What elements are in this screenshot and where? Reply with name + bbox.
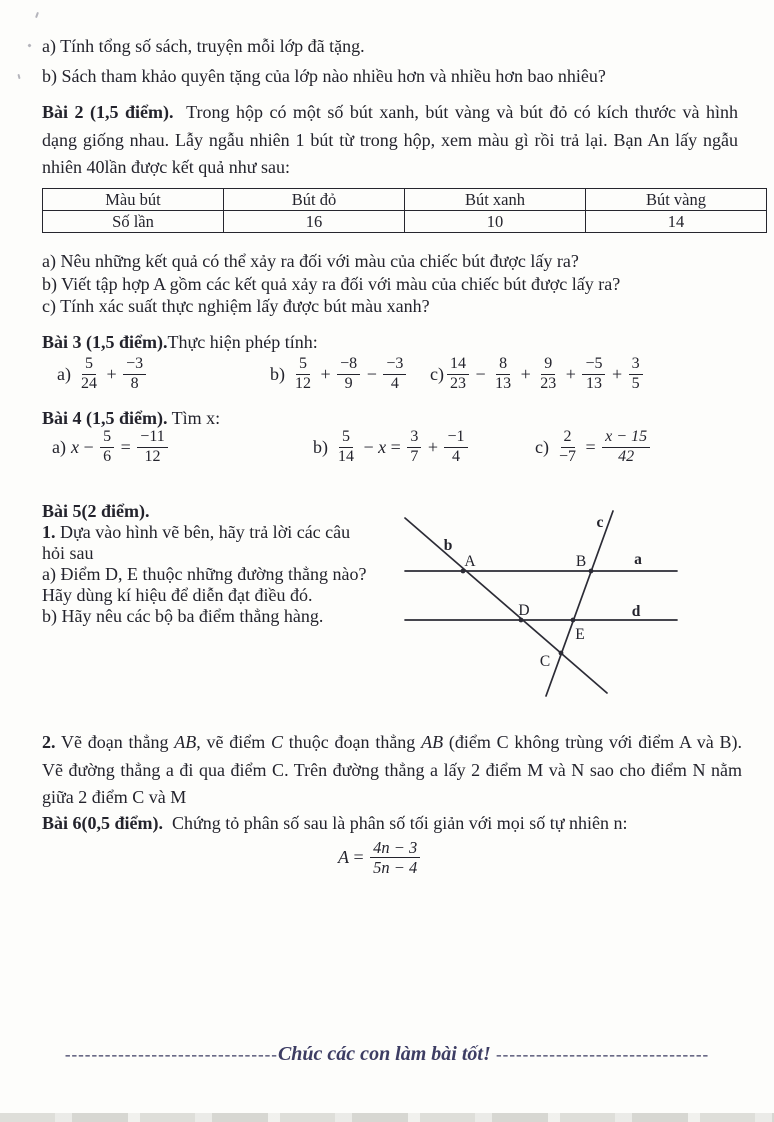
text-run: + bbox=[316, 363, 336, 384]
figure-label-B: B bbox=[575, 553, 587, 570]
fraction: $\frac{9}{23}$ bbox=[540, 355, 557, 392]
bai6-heading-rest: Chứng tỏ phân số sau là phân số tối giản với mọi số tự nhiên n: bbox=[163, 813, 628, 833]
text-run: − bbox=[359, 436, 379, 457]
item-label: a) bbox=[57, 363, 71, 384]
table-cell-but-vang: Bút vàng bbox=[586, 189, 767, 211]
section2-line-3 bbox=[42, 784, 742, 812]
section2-line-2 bbox=[42, 757, 742, 785]
fraction: $\frac{-5}{13}$ bbox=[582, 355, 605, 394]
bai5-line-2: hỏi sau bbox=[42, 543, 94, 563]
fraction: $\frac{3}{7}$ bbox=[407, 428, 421, 467]
bai4-heading-bold: Bài 4 (1,5 điểm). bbox=[42, 408, 168, 428]
figure-label-b: b bbox=[443, 537, 453, 554]
bai2-line-3 bbox=[42, 154, 738, 182]
item-label: c) bbox=[535, 436, 549, 457]
text-run: − bbox=[78, 436, 99, 457]
fraction: $\frac{-3}{4}$ bbox=[383, 355, 406, 394]
text-run: AB bbox=[421, 732, 444, 752]
text-run: + bbox=[516, 363, 536, 384]
fraction: $\frac{-8}{9}$ bbox=[337, 355, 360, 394]
scan-speck bbox=[17, 74, 20, 79]
text-run: + bbox=[561, 363, 581, 384]
fraction: $\frac{14}{23}$ bbox=[447, 355, 469, 394]
text-run: Bài 2 (1,5 điểm). bbox=[42, 102, 174, 122]
text-run: + bbox=[101, 363, 122, 384]
table-cell-count-red: 16 bbox=[224, 211, 405, 233]
figure-label-d: d bbox=[631, 603, 641, 620]
math-expression bbox=[71, 428, 170, 467]
figure-point-C bbox=[559, 651, 564, 656]
text-run: (điểm C không trùng với điểm A và B). bbox=[443, 732, 742, 752]
fraction: $\frac{5}{14}$ bbox=[338, 428, 354, 465]
table-cell-count-blue: 10 bbox=[405, 211, 586, 233]
table-cell-count-yellow: 14 bbox=[586, 211, 767, 233]
table-cell-so-lan: Số lần bbox=[43, 211, 224, 233]
fraction: $\frac{x - 15}{42}$ bbox=[602, 428, 650, 467]
bai4-expression-a bbox=[52, 428, 170, 467]
table-value-row bbox=[43, 211, 767, 233]
figure-label-A: A bbox=[464, 553, 476, 570]
text-run: giữa 2 điểm C và M bbox=[42, 787, 187, 807]
figure-label-D: D bbox=[518, 602, 530, 619]
figure-label-E: E bbox=[575, 626, 585, 643]
math-expression bbox=[554, 428, 652, 467]
scan-artifact-band bbox=[0, 1113, 774, 1122]
table-cell-but-xanh: Bút xanh bbox=[405, 189, 586, 211]
bai2-question-b: b) Viết tập hợp A gồm các kết quả xảy ra đối với màu của chiếc bút được lấy ra? bbox=[42, 273, 621, 294]
footer-message bbox=[0, 1043, 774, 1066]
bai6-heading-bold: Bài 6(0,5 điểm). bbox=[42, 813, 163, 833]
math-expression bbox=[338, 838, 422, 878]
fraction: $\frac{5}{24}$ bbox=[80, 355, 97, 392]
bai4-expression-b bbox=[313, 428, 470, 467]
bai2-paragraph bbox=[42, 99, 738, 182]
text-run: nhiên 40lần được kết quả như sau: bbox=[42, 157, 290, 177]
math-expression bbox=[76, 355, 148, 394]
footer-dashes-left: -------------------------------- bbox=[64, 1045, 278, 1064]
fraction: $\frac{2}{-7}$ bbox=[558, 428, 577, 465]
table-cell-mau-but: Màu bút bbox=[43, 189, 224, 211]
fraction: $\frac{-11}{12}$ bbox=[137, 428, 167, 467]
bai3-expression-a bbox=[57, 355, 148, 394]
bai4-heading bbox=[42, 408, 220, 429]
bai4-expression-c bbox=[535, 428, 652, 467]
bai5-block bbox=[42, 501, 410, 627]
text-run: = bbox=[349, 847, 369, 868]
text-run: = bbox=[116, 436, 136, 457]
fraction: $\frac{3}{5}$ bbox=[629, 355, 643, 394]
text-run: dạng giống nhau. Lẫy ngẫu nhiên 1 bút từ trong hộp, xem màu gì rồi trả lại. Bạn An lấy ngẫu bbox=[42, 129, 738, 150]
bai5-heading-bold: Bài 5(2 điểm). bbox=[42, 501, 150, 521]
scan-speck bbox=[35, 12, 39, 18]
text-run: + bbox=[423, 436, 443, 457]
bai5-heading bbox=[42, 501, 410, 522]
bai5-line-1 bbox=[42, 522, 410, 543]
text-run: = bbox=[581, 436, 601, 457]
item-label: b) bbox=[270, 363, 285, 384]
bai2-question-c: c) Tính xác suất thực nghiệm lấy được bút màu xanh? bbox=[42, 296, 430, 316]
figure-point-B bbox=[589, 569, 594, 574]
item-label: a) bbox=[52, 436, 66, 457]
section2-paragraph bbox=[42, 729, 742, 812]
bai1-question-a: a) Tính tổng số sách, truyện mỗi lớp đã tặng. bbox=[42, 36, 365, 56]
math-expression bbox=[290, 355, 408, 394]
bai5-question-a: a) Điểm D, E thuộc những đường thẳng nào? bbox=[42, 564, 367, 584]
footer-dashes-right: -------------------------------- bbox=[490, 1045, 710, 1064]
text-run: + bbox=[607, 363, 627, 384]
text-run: A bbox=[338, 847, 349, 868]
bai3-heading bbox=[42, 332, 318, 353]
text-run: AB bbox=[174, 732, 197, 752]
table-header-row bbox=[43, 189, 767, 211]
bai5-item-number: 1. bbox=[42, 522, 56, 542]
figure-label-a: a bbox=[634, 551, 642, 568]
bai5-line-4: Hãy dùng kí hiệu để diễn đạt điều đó. bbox=[42, 585, 313, 605]
geometry-figure bbox=[395, 503, 695, 708]
fraction: $\frac{5}{12}$ bbox=[295, 355, 311, 392]
figure-point-E bbox=[571, 618, 576, 623]
bai5-line-1-text: Dựa vào hình vẽ bên, hãy trả lời các câu bbox=[55, 522, 351, 542]
bai4-expressions bbox=[42, 428, 752, 478]
fraction: $\frac{5}{6}$ bbox=[100, 428, 114, 467]
text-run: , vẽ điểm bbox=[196, 732, 272, 752]
table-cell-but-do: Bút đỏ bbox=[224, 189, 405, 211]
figure-line-b bbox=[405, 518, 607, 693]
bai1-question-b: b) Sách tham khảo quyên tặng của lớp nào nhiều hơn và nhiều hơn bao nhiêu? bbox=[42, 66, 606, 86]
text-run: Trong hộp có một số bút xanh, bút vàng và bút đỏ có kích thước và hình bbox=[173, 102, 739, 122]
item-label: b) bbox=[313, 436, 328, 457]
bai3-expression-b bbox=[270, 355, 408, 394]
text-run: − bbox=[362, 363, 382, 384]
pen-color-results-table bbox=[42, 188, 767, 233]
footer-text: Chúc các con làm bài tốt! bbox=[277, 1043, 491, 1065]
text-run: C bbox=[271, 732, 284, 752]
text-run: Vẽ đoạn thẳng bbox=[55, 732, 175, 752]
math-expression bbox=[333, 428, 470, 467]
bai2-line-2 bbox=[42, 127, 738, 155]
item-label: c) bbox=[430, 363, 444, 384]
bai3-expression-c bbox=[430, 355, 645, 394]
text-run: 2. bbox=[42, 732, 56, 752]
text-run: x bbox=[378, 436, 387, 457]
text-run: Vẽ đường thẳng a đi qua điểm C. Trên đường thẳng a lấy 2 điểm M và N sao cho điểm N nằm bbox=[42, 759, 742, 780]
text-run: = bbox=[386, 436, 406, 457]
bai3-heading-bold: Bài 3 (1,5 điểm). bbox=[42, 332, 168, 352]
text-run: thuộc đoạn thẳng bbox=[283, 732, 422, 752]
bai6-formula bbox=[338, 838, 422, 878]
text-run: x bbox=[70, 436, 79, 457]
bai6-heading bbox=[42, 813, 628, 834]
bai2-line-1 bbox=[42, 99, 738, 127]
fraction: $\frac{-1}{4}$ bbox=[444, 428, 467, 467]
bai2-questions bbox=[42, 250, 620, 318]
figure-label-C: C bbox=[539, 653, 551, 670]
math-expression bbox=[445, 355, 645, 394]
fraction: $\frac{4n - 3}{5n - 4}$ bbox=[370, 838, 420, 878]
text-run: − bbox=[470, 363, 491, 384]
fraction: $\frac{8}{13}$ bbox=[495, 355, 512, 392]
section2-line-1 bbox=[42, 729, 742, 757]
bai4-heading-rest: Tìm x: bbox=[167, 408, 221, 428]
bai3-heading-rest: Thực hiện phép tính: bbox=[167, 332, 318, 352]
bai5-question-b: b) Hãy nêu các bộ ba điểm thẳng hàng. bbox=[42, 606, 324, 626]
figure-label-c: c bbox=[596, 514, 604, 531]
bai3-expressions bbox=[42, 355, 752, 407]
scan-speck bbox=[27, 43, 31, 47]
fraction: $\frac{-3}{8}$ bbox=[123, 355, 146, 394]
bai2-question-a: a) Nêu những kết quả có thể xảy ra đối với màu của chiếc bút được lấy ra? bbox=[42, 251, 579, 271]
